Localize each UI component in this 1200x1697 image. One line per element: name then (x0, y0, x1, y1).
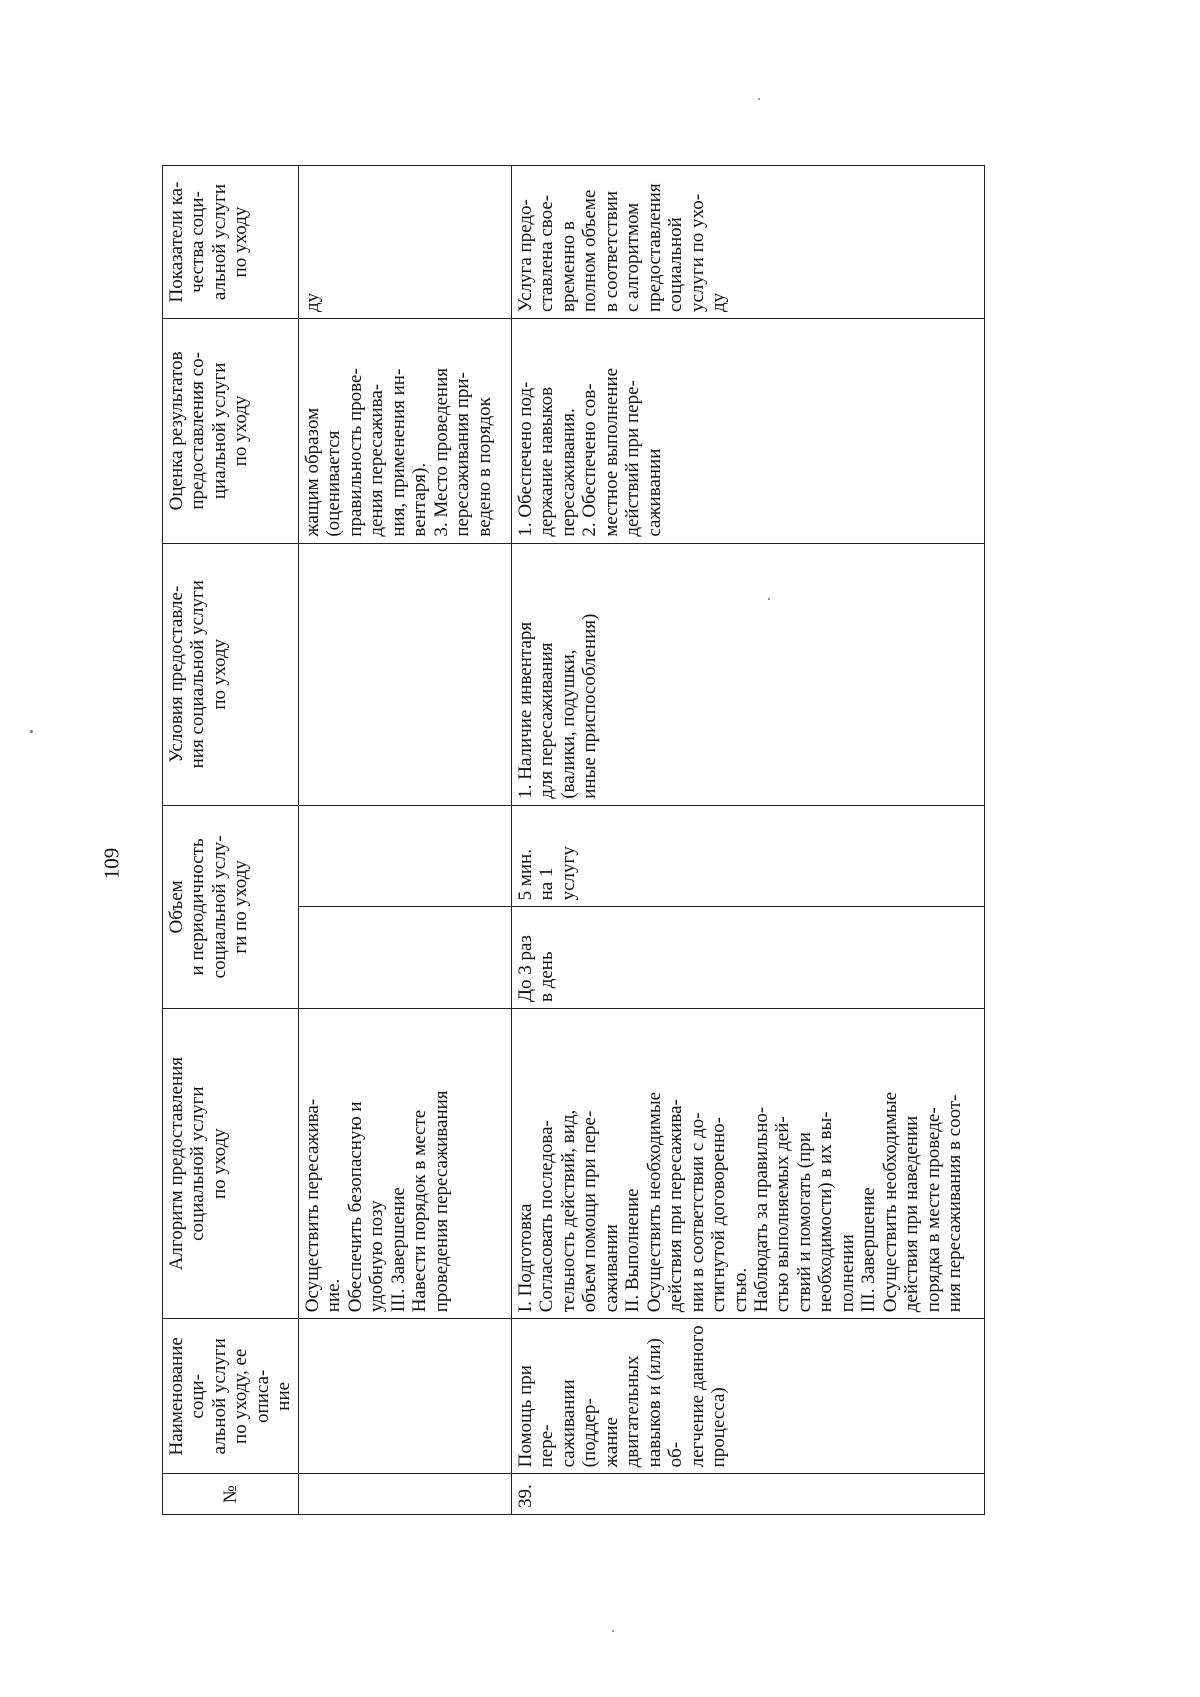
cell-text-line: Наблюдать за правильно- (750, 1106, 772, 1313)
table-row (511, 166, 984, 1515)
cell-text-line: 39. (514, 1484, 536, 1508)
cell-text-line: стигнутой договоренно- (708, 1116, 730, 1313)
cell-text-line: чества соци- (187, 191, 209, 293)
row-quality (511, 166, 984, 319)
cell-text-line: необходимости) в их вы- (815, 1111, 837, 1313)
cell-text-line: тельность действий, вид, (557, 1109, 579, 1313)
cell-text-line: № (219, 1485, 241, 1504)
cell-text-line: саживании (600, 1224, 622, 1313)
table-header-row (163, 166, 299, 1515)
row-quality (298, 166, 511, 319)
cell-text-line: ги по уходу (230, 860, 252, 954)
cell-text-line: ду (301, 292, 323, 313)
header-quality (163, 166, 299, 319)
cell-text-line: Помощь при пере- (514, 1365, 558, 1468)
cell-text-line: ния социальной услуги (187, 580, 209, 769)
cell-text-line: ние. (323, 1278, 345, 1313)
cell-text-line: временно в (557, 221, 579, 313)
cell-text-line: ние (273, 1381, 295, 1411)
scan-speck (612, 1630, 614, 1632)
cell-text-line: (валики, подушки, (557, 649, 579, 799)
cell-text-line: жащим образом (301, 407, 323, 537)
cell-text-line: удобную позу (366, 1200, 388, 1313)
cell-text-line: иные приспособления) (579, 613, 601, 799)
row-num (511, 1474, 984, 1515)
cell-text-line: Услуга предо- (514, 199, 536, 313)
cell-text-line: II. Выполнение (622, 1188, 644, 1313)
cell-text-line: стью выполняемых дей- (772, 1116, 794, 1313)
row-evaluation (511, 319, 984, 544)
cell-text-line (302, 1325, 323, 1467)
row-name (298, 1319, 511, 1474)
cell-text-line: местное выполнение (600, 367, 622, 537)
header-num (163, 1474, 299, 1515)
cell-text-line: альной услуги (208, 1338, 230, 1455)
services-table (162, 165, 985, 1515)
cell-text-line: ду (708, 292, 730, 313)
row-num (298, 1474, 511, 1515)
row-duration (298, 805, 511, 907)
cell-text-line: пересаживания. (557, 408, 579, 537)
cell-text-line: Условия предоставле- (166, 585, 187, 763)
row-conditions (511, 543, 984, 805)
cell-text-line: (оценивается (323, 430, 345, 537)
cell-text-line: держание навыков (536, 386, 558, 537)
cell-text-line: циальной услуги (208, 362, 230, 500)
cell-text-line: навыков и (или) об- (643, 1338, 687, 1468)
cell-text-line: До 3 раз (514, 935, 536, 1003)
table-row (298, 166, 511, 1515)
cell-text-line: I. Подготовка (514, 1203, 536, 1313)
cell-text-line: пересаживания при- (452, 372, 474, 537)
cell-text-line (302, 550, 323, 799)
row-frequency (298, 907, 511, 1009)
cell-text-line (302, 913, 323, 1002)
header-volume (163, 805, 299, 1008)
cell-text-line (302, 1480, 323, 1508)
cell-text-line: проведения пересаживания (430, 1090, 452, 1313)
cell-text-line: по уходу (208, 1128, 230, 1200)
cell-text-line: Оценка результатов (166, 351, 187, 511)
cell-text-line: действия при наведении (901, 1115, 923, 1313)
cell-text-line: полнении (836, 1234, 858, 1313)
cell-text-line: легчение данного (686, 1325, 708, 1468)
cell-text-line: по уходу (230, 206, 252, 278)
cell-text-line: ствий и помогать (при (793, 1132, 815, 1313)
cell-text-line: правильность прове- (344, 368, 366, 537)
cell-text-line: Обеспечить безопасную и (344, 1101, 366, 1313)
cell-text-line (302, 812, 323, 901)
cell-text-line: с алгоритмом (622, 202, 644, 313)
cell-text-line: услуги по ухо- (686, 193, 708, 313)
page-number: 109 (99, 847, 124, 880)
row-frequency (511, 907, 984, 1009)
cell-text-line: III. Завершение (858, 1187, 880, 1313)
cell-text-line: 5 мин. (514, 849, 536, 901)
header-algorithm (163, 1009, 299, 1319)
cell-text-line: действий при пере- (622, 380, 644, 537)
cell-text-line: процесса) (708, 1387, 730, 1468)
header-evaluation (163, 319, 299, 544)
cell-text-line: Показатели ка- (166, 181, 187, 303)
cell-text-line: по уходу (230, 395, 252, 467)
cell-text-line: Алгоритм предоставления (166, 1056, 187, 1271)
header-conditions (163, 543, 299, 805)
scan-speck (30, 730, 33, 733)
cell-text-line: социальной (665, 217, 687, 313)
cell-text-line: Наименование соци- (166, 1337, 209, 1456)
cell-text-line: 1. Наличие инвентаря (514, 621, 536, 799)
cell-text-line: Навести порядок в месте (409, 1109, 431, 1313)
cell-text-line: Осуществить пересажива- (301, 1098, 323, 1313)
cell-text-line: Осуществить необходимые (643, 1091, 665, 1313)
cell-text-line: дения пересажива- (366, 383, 388, 537)
header-name (163, 1319, 299, 1474)
cell-text-line: 1. Обеспечено под- (514, 381, 536, 537)
cell-text-line: социальной услуги (187, 1086, 209, 1241)
cell-text-line: по уходу (208, 638, 230, 710)
cell-text-line: предоставления (643, 183, 665, 313)
cell-text-line: предоставления со- (187, 352, 209, 510)
cell-text-line: саживании (поддер- (557, 1379, 601, 1468)
row-name (511, 1319, 984, 1474)
cell-text-line: 3. Место проведения (430, 368, 452, 537)
cell-text-line: для пересаживания (536, 642, 558, 799)
cell-text-line: услугу (557, 846, 579, 901)
cell-text-line: Осуществить необходимые (879, 1091, 901, 1313)
row-conditions (298, 543, 511, 805)
cell-text-line: полном объеме (579, 189, 601, 313)
cell-text-line: ния, применения ин- (387, 368, 409, 537)
cell-text-line: ния пересаживания в соот- (944, 1094, 966, 1313)
cell-text-line: ставлена свое- (536, 194, 558, 313)
cell-text-line: в день (536, 951, 558, 1003)
cell-text-line: стью. (729, 1267, 751, 1313)
row-algorithm (511, 1009, 984, 1319)
cell-text-line: на 1 (536, 867, 558, 901)
cell-text-line: действия при пересажива- (665, 1099, 687, 1313)
row-duration (511, 805, 984, 907)
cell-text-line: 2. Обеспечено сов- (579, 383, 601, 537)
cell-text-line: Объем (166, 880, 187, 934)
cell-text-line: объем помощи при пере- (579, 1110, 601, 1313)
cell-text-line: вентаря). (409, 462, 431, 537)
cell-text-line: ведено в порядок (473, 397, 495, 537)
cell-text-line: социальной услу- (208, 835, 230, 979)
row-evaluation (298, 319, 511, 544)
cell-text-line: альной услуги (208, 183, 230, 301)
cell-text-line: в соответствии (600, 190, 622, 313)
cell-text-line: жание двигательных (600, 1355, 644, 1468)
cell-text-line: саживании (643, 448, 665, 537)
cell-text-line: порядка в месте проведе- (922, 1107, 944, 1313)
cell-text-line: и периодичность (187, 838, 209, 976)
cell-text-line: III. Завершение (387, 1187, 409, 1313)
cell-text-line: Согласовать последова- (536, 1120, 558, 1313)
row-algorithm (298, 1009, 511, 1319)
cell-text-line: по уходу, ее описа- (230, 1348, 273, 1444)
cell-text-line: нии в соответствии с до- (686, 1112, 708, 1313)
scan-speck (758, 98, 760, 100)
